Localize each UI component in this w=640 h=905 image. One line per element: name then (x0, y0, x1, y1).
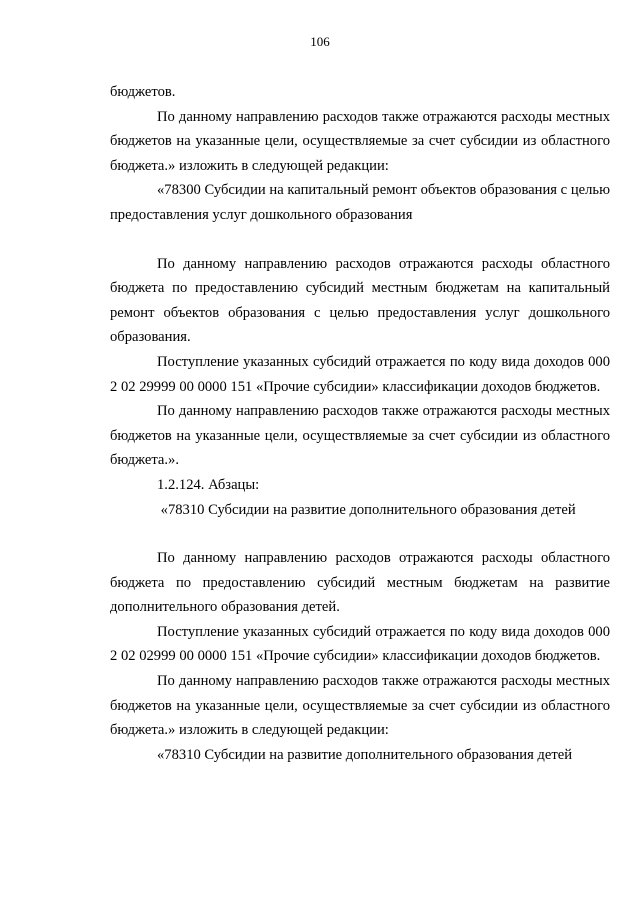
paragraph-12-heading-78310: «78310 Субсидии на развитие дополнительного образования детей (157, 746, 573, 763)
page-number: 106 (310, 34, 330, 49)
document-body (110, 80, 610, 767)
paragraph-4: По данному направлению расходов отражаются расходы областного бюджета по предоставлению субсидий местным бюджетам на капитальный ремонт объектов образования с целью предоставления услуг дошкольного образования. (110, 255, 610, 346)
paragraph-3-heading-78300: «78300 Субсидии на капитальный ремонт объектов образования с целью предоставления услуг дошкольного образования (110, 182, 610, 223)
paragraph-6: По данному направлению расходов также отражаются расходы местных бюджетов на указанные цели, осуществляемые за счет субсидии из областного бюджета.». (110, 403, 610, 469)
paragraph-5: Поступление указанных субсидий отражается по коду вида доходов 000 2 02 29999 00 0000 151 «Прочие субсидии» классификации доходов бюджетов. (110, 353, 610, 395)
paragraph-8-heading-78310: «78310 Субсидии на развитие дополнительного образования детей (157, 501, 576, 518)
paragraph-11: По данному направлению расходов также отражаются расходы местных бюджетов на указанные цели, осуществляемые за счет субсидии из областного бюджета.» изложить в следующей редакции: (110, 673, 610, 739)
paragraph-1: бюджетов. (110, 84, 176, 100)
paragraph-7-section-1-2-124: 1.2.124. Абзацы: (157, 476, 260, 493)
paragraph-10: Поступление указанных субсидий отражается по коду вида доходов 000 2 02 02999 00 0000 151 «Прочие субсидии» классификации доходов бюджетов. (110, 623, 610, 665)
paragraph-9: По данному направлению расходов отражаются расходы областного бюджета по предоставлению субсидий местным бюджетам на развитие дополнительного образования детей. (110, 550, 610, 616)
paragraph-2: По данному направлению расходов также отражаются расходы местных бюджетов на указанные цели, осуществляемые за счет субсидии из областного бюджета.» изложить в следующей редакции: (110, 108, 610, 174)
